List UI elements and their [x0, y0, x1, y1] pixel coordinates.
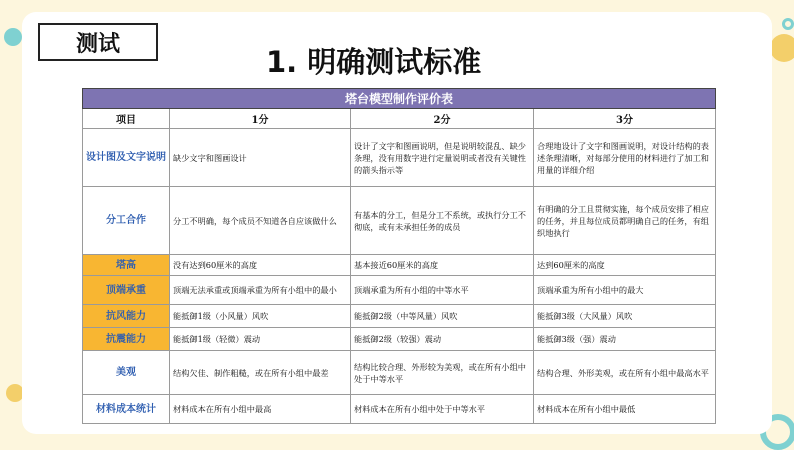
score-1-cell: 分工不明确，每个成员不知道各自应该做什么	[170, 187, 351, 255]
evaluation-table	[82, 88, 716, 424]
slide-title: 1. 明确测试标准	[266, 45, 482, 79]
score-1-cell: 能抵御1级（小风量）风吹	[170, 305, 351, 328]
header-score-3: 3分	[534, 109, 716, 129]
score-2-cell: 能抵御2级（较强）震动	[351, 328, 534, 351]
criterion-cell: 分工合作	[83, 187, 170, 255]
table-caption-row	[83, 89, 716, 109]
score-3-cell: 结构合理、外形美观，或在所有小组中最高水平	[534, 351, 716, 395]
score-1-cell: 材料成本在所有小组中最高	[170, 395, 351, 424]
decor-ring-small	[782, 18, 794, 30]
section-badge: 测试	[38, 23, 158, 61]
score-3-cell: 有明确的分工且贯彻实施，每个成员安排了相应的任务，并且每位成员都明确自己的任务，有组织地执行	[534, 187, 716, 255]
table-row	[83, 328, 716, 351]
score-3-cell: 能抵御3级（强）震动	[534, 328, 716, 351]
table-row	[83, 255, 716, 276]
score-2-cell: 基本接近60厘米的高度	[351, 255, 534, 276]
criterion-cell: 设计图及文字说明	[83, 129, 170, 187]
header-score-2: 2分	[351, 109, 534, 129]
score-3-cell: 能抵御3级（大风量）风吹	[534, 305, 716, 328]
table-row	[83, 187, 716, 255]
table-row	[83, 395, 716, 424]
criterion-cell: 顶端承重	[83, 276, 170, 305]
criterion-cell: 抗震能力	[83, 328, 170, 351]
score-1-cell: 结构欠佳、制作粗糙，或在所有小组中最差	[170, 351, 351, 395]
table-row	[83, 276, 716, 305]
score-1-cell: 没有达到60厘米的高度	[170, 255, 351, 276]
score-1-cell: 缺少文字和图画设计	[170, 129, 351, 187]
score-2-cell: 能抵御2级（中等风量）风吹	[351, 305, 534, 328]
score-1-cell: 能抵御1级（轻微）震动	[170, 328, 351, 351]
header-item: 项目	[83, 109, 170, 129]
criterion-cell: 美观	[83, 351, 170, 395]
table-header-row	[83, 109, 716, 129]
score-3-cell: 合理地设计了文字和图画说明，对设计结构的表述条理清晰，对每部分使用的材料进行了加工和用量的详细介绍	[534, 129, 716, 187]
score-2-cell: 结构比较合理、外形较为美观，或在所有小组中处于中等水平	[351, 351, 534, 395]
criterion-cell: 抗风能力	[83, 305, 170, 328]
score-3-cell: 顶端承重为所有小组中的最大	[534, 276, 716, 305]
score-3-cell: 达到60厘米的高度	[534, 255, 716, 276]
header-score-1: 1分	[170, 109, 351, 129]
score-3-cell: 材料成本在所有小组中最低	[534, 395, 716, 424]
score-1-cell: 顶端无法承重或顶端承重为所有小组中的最小	[170, 276, 351, 305]
decor-dot-teal	[4, 28, 22, 46]
table-row	[83, 351, 716, 395]
criterion-cell: 塔高	[83, 255, 170, 276]
score-2-cell: 材料成本在所有小组中处于中等水平	[351, 395, 534, 424]
decor-dot-yellow-right	[770, 34, 794, 62]
table-row	[83, 129, 716, 187]
score-2-cell: 有基本的分工，但是分工不系统，或执行分工不彻底，或有未承担任务的成员	[351, 187, 534, 255]
criterion-cell: 材料成本统计	[83, 395, 170, 424]
table-caption: 塔台模型制作评价表	[83, 89, 716, 109]
score-2-cell: 顶端承重为所有小组的中等水平	[351, 276, 534, 305]
score-2-cell: 设计了文字和图画说明，但是说明较混乱、缺少条理，没有用数字进行定量说明或者没有关键性的箭头指示等	[351, 129, 534, 187]
table-row	[83, 305, 716, 328]
